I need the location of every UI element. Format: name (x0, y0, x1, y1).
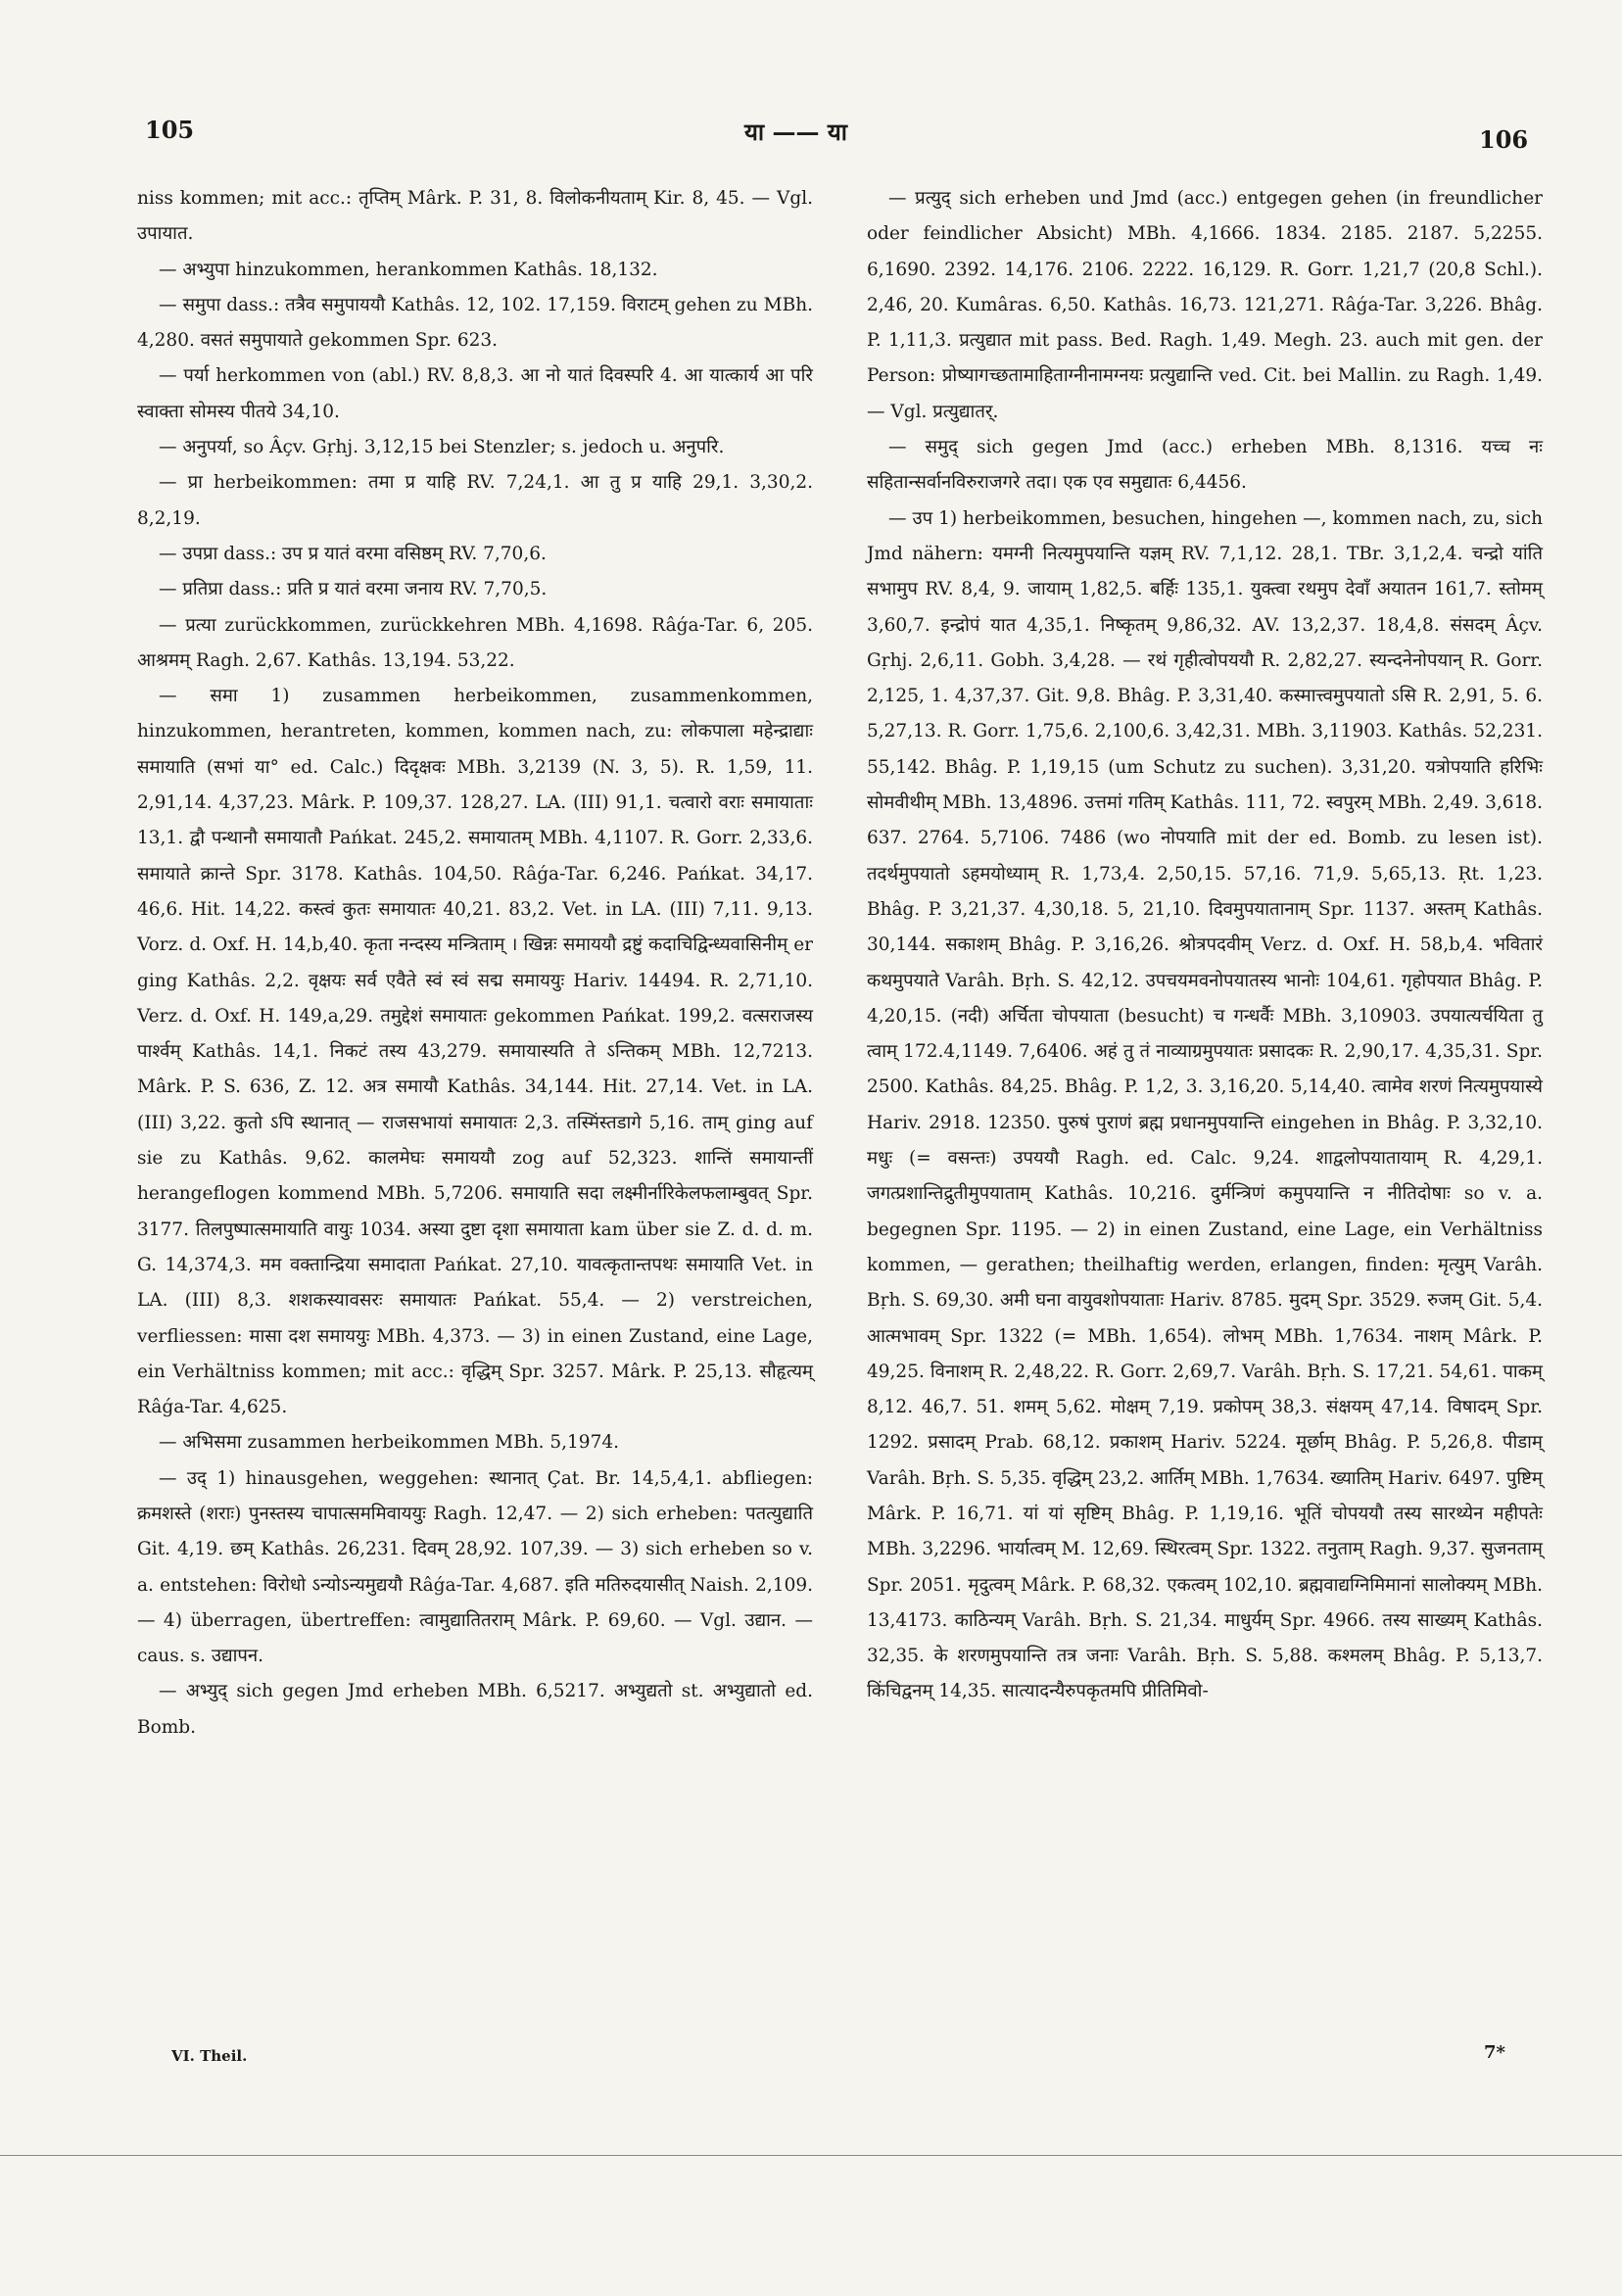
entry: — उप 1) herbeikommen, besuchen, hingehen —, kommen nach, zu, sich Jmd nähern: यमग्नी नित्यमुपयान्ति यज्ञम् RV. 7,1,12. 28,1. TBr. 3,1,2,4. चन्द्रो यांति सभामुप RV. 8,4, 9. जायाम् 1,82,5. बर्हिः 135,1. युक्त्वा रथमुप देवाँ अयातन 161,7. स्तोमम् 3,60,7. इन्द्रोपं यात 4,35,1. निष्कृतम् 9,86,32. AV. 13,2,37. 18,4,8. संसदम् Âçv. Gṛhj. 2,6,11. Gobh. 3,4,28. — रथं गृहीत्वोपययौ R. 2,82,27. स्यन्दनेनोपयान् R. Gorr. 2,125, 1. 4,37,37. Git. 9,8. Bhâg. P. 3,31,40. कस्मात्त्वमुपयातो ऽसि R. 2,91, 5. 6. 5,27,13. R. Gorr. 1,75,6. 2,100,6. 3,42,31. MBh. 3,11903. Kathâs. 52,231. 55,142. Bhâg. P. 1,19,15 (um Schutz zu suchen). 3,31,20. यत्रोपयाति हरिभिः सोमवीथीम् MBh. 13,4896. उत्तमां गतिम् Kathâs. 111, 72. स्वपुरम् MBh. 2,49. 3,618. 637. 2764. 5,7106. 7486 (wo नोपयाति mit der ed. Bomb. zu lesen ist). तदर्थमुपयातो ऽहमयोध्याम् R. 1,73,4. 2,50,15. 57,16. 71,9. 5,65,13. Ṛt. 1,23. Bhâg. P. 3,21,37. 4,30,18. 5, 21,10. दिवमुपयातानाम् Spr. 1137. अस्तम् Kathâs. 30,144. सकाशम् Bhâg. P. 3,16,26. श्रोत्रपदवीम् Verz. d. Oxf. H. 58,b,4. भवितारं कथमुपयाते Varâh. Bṛh. S. 42,12. उपचयमवनोपयातस्य भानोः 104,61. गृहोपयात Bhâg. P. 4,20,15. (नदी) अर्चिता चोपयाता (besucht) च गन्धर्वैः MBh. 3,10903. उपयात्यर्चयिता तु त्वाम् 172.4,1149. 7,6406. अहं तु तं नाव्याग्रमुपयातः प्रसादकः R. 2,90,17. 4,35,31. Spr. 2500. Kathâs. 84,25. Bhâg. P. 1,2, 3. 3,16,20. 5,14,40. त्वामेव शरणं नित्यमुपयास्ये Hariv. 2918. 12350. पुरुषं पुराणं ब्रह्म प्रधानमुपयान्ति eingehen in Bhâg. P. 3,32,10. मधुः (= वसन्तः) उपययौ Ragh. ed. Calc. 9,24. शाद्वलोपयातायाम् R. 4,29,1. जगत्प्रशान्तिद्रुतीमुपयाताम् Kathâs. 10,216. दुर्मन्त्रिणं कमुपयान्ति न नीतिदोषाः so v. a. begegnen Spr. 1195. — 2) in einen Zustand, eine Lage, ein Verhältniss kommen, — gerathen; theilhaftig werden, erlangen, finden: मृत्युम् Varâh. Bṛh. S. 69,30. अमी घना वायुवशोपयाताः Hariv. 8785. मुदम् Spr. 3529. रुजम् Git. 5,4. आत्मभावम् Spr. 1322 (= MBh. 1,654). लोभम् MBh. 1,7634. नाशम् Mârk. P. 49,25. विनाशम् R. 2,48,22. R. Gorr. 2,69,7. Varâh. Bṛh. S. 17,21. 54,61. पाकम् 8,12. 46,7. 51. शमम् 5,62. मोक्षम् 7,19. प्रकोपम् 38,3. संक्षयम् 47,14. विषादम् Spr. 1292. प्रसादम् Prab. 68,12. प्रकाशम् Hariv. 5224. मूर्छाम् Bhâg. P. 5,26,8. पीडाम् Varâh. Bṛh. S. 5,35. वृद्धिम् 23,2. आर्तिम् MBh. 1,7634. ख्यातिम् Hariv. 6497. पुष्टिम् Mârk. P. 16,71. यां यां सृष्टिम् Bhâg. P. 1,19,16. भूतिं चोपययौ तस्य सारथ्येन महीपतेः MBh. 3,2296. भार्यात्वम् M. 12,69. स्थिरत्वम् Spr. 1322. तनुताम् Ragh. 9,37. सुजनताम् Spr. 2051. मृदुत्वम् Mârk. P. 68,32. एकत्वम् 102,10. ब्रह्मवाद्यग्निमिमानां सालोक्यम् MBh. 13,4173. काठिन्यम् Varâh. Bṛh. S. 21,34. माधुर्यम् Spr. 4966. तस्य साख्यम् Kathâs. 32,35. के शरणमुपयान्ति तत्र जनाः Varâh. Bṛh. S. 5,88. कश्मलम् Bhâg. P. 5,13,7. किंचिद्वनम् 14,35. सात्यादन्यैरुपकृतमपि प्रीतिमिवो- (867, 507, 1543, 1702)
entry: niss kommen; mit acc.: तृप्तिम् Mârk. P. 31, 8. विलोकनीयताम् Kir. 8, 45. — Vgl. उपायात. (137, 188, 813, 245)
page-header (0, 116, 1622, 165)
bottom-rule (0, 2155, 1622, 2156)
entry: — अनुपर्या, so Âçv. Gṛhj. 3,12,15 bei Stenzler; s. jedoch u. अनुपरि. (159, 437, 725, 458)
right-column (867, 181, 1543, 1710)
entry: — समुद् sich gegen Jmd (acc.) erheben MBh. 8,1316. यच्च नः सहितान्सर्वानविरुराजगरे तदा। एक एव समुद्यातः 6,4456. (867, 437, 1543, 494)
volume-signature: VI. Theil. (171, 2047, 248, 2065)
entry: — समा 1) zusammen herbeikommen, zusammenkommen, hinzukommen, herantreten, kommen, kommen nach, zu: लोकपाला महेन्द्राद्याः समायाति (सभां या° ed. Calc.) दिदृक्षवः MBh. 3,2139 (N. 3, 5). R. 1,59, 11. 2,91,14. 4,37,23. Mârk. P. 109,37. 128,27. LA. (III) 91,1. चत्वारो वराः समायाताः 13,1. द्वौ पन्थानौ समायातौ Pańkat. 245,2. समायातम् MBh. 4,1107. R. Gorr. 2,33,6. समायाते क्रान्ते Spr. 3178. Kathâs. 104,50. Râǵa-Tar. 6,246. Pańkat. 34,17. 46,6. Hit. 14,22. कस्त्वं कुतः समायातः 40,21. 83,2. Vet. in LA. (III) 7,11. 9,13. Vorz. d. Oxf. H. 14,b,40. कृता नन्दस्य मन्त्रिताम् । खिन्नः समाययौ द्रष्टुं कदाचिद्विन्ध्यवासिनीम् er ging Kathâs. 2,2. वृक्षयः सर्व एवैते स्वं स्वं सद्म समाययुः Hariv. 14494. R. 2,71,10. Verz. d. Oxf. H. 149,a,29. तमुद्देशं समायातः gekommen Pańkat. 199,2. वत्सराजस्य पार्श्वम् Kathâs. 14,1. निकटं तस्य 43,279. समायास्यति ते ऽन्तिकम् MBh. 12,7213. Mârk. P. S. 636, Z. 12. अत्र समायौ Kathâs. 34,144. Hit. 27,14. Vet. in LA. (III) 3,22. कुतो ऽपि स्थानात् — राजसभायां समायातः 2,3. तस्मिंस्तडागे 5,16. ताम् ging auf sie zu Kathâs. 9,62. कालमेघः समाययौ zog auf 52,323. शान्तिं समायान्तीं herangeflogen kommend MBh. 5,7206. समायाति सदा लक्ष्मीर्नारिकेलफलाम्बुवत् Spr. 3177. तिलपुष्पात्समायाति वायुः 1034. अस्या दुष्टा दृशा समायाता kam über sie Z. d. d. m. G. 14,374,3. मम वक्तान्द्रिया समादाता Pańkat. 27,10. यावत्कृतान्तपथः समायाति Vet. in LA. (III) 8,3. शशकस्यावसरः समायातः Pańkat. 55,4. — 2) verstreichen, verfliessen: मासा दश समाययुः MBh. 4,373. — 3) in einen Zustand, eine Lage, ein Verhältniss kommen; mit acc.: वृद्धिम् Spr. 3257. Mârk. P. 25,13. सौहृत्यम् Râǵa-Tar. 4,625. (137, 686, 813, 1418)
sheet-mark: 7* (1484, 2042, 1505, 2063)
entry: — उपप्रा dass.: उप प्र यातं वरमा वसिष्ठम् RV. 7,70,6. (159, 543, 547, 564)
left-page-number: 105 (145, 116, 195, 144)
entry: — अभ्युपा hinzukommen, herankommen Kathâs. 18,132. (159, 259, 658, 280)
entry: — अभ्युद् sich gegen Jmd erheben MBh. 6,5217. अभ्युद्यतो st. अभ्युद्यातो ed. Bomb. (137, 1681, 813, 1738)
entry: — प्रत्युद् sich erheben und Jmd (acc.) entgegen gehen (in freundlicher oder feindlicher Absicht) MBh. 4,1666. 1834. 2185. 2187. 5,2255. 6,1690. 2392. 14,176. 2106. 2222. 16,129. R. Gorr. 1,21,7 (20,8 Schl.). 2,46, 20. Kumâras. 6,50. Kathâs. 16,73. 121,271. Râǵa-Tar. 3,226. Bhâg. P. 1,11,3. प्रत्युद्यात mit pass. Bed. Ragh. 1,49. Megh. 23. auch mit gen. der Person: प्रोष्यागच्छतामाहिताग्नीनामग्नयः प्रत्युद्यान्ति ved. Cit. bei Mallin. zu Ragh. 1,49. — Vgl. प्रत्युद्यातर्. (867, 188, 1543, 422)
right-page-number: 106 (1479, 125, 1529, 154)
left-column (137, 181, 813, 1746)
entry: — उद् 1) hinausgehen, weggehen: स्थानात् Çat. Br. 14,5,4,1. abfliegen: क्रमशस्ते (शराः) पुनस्तस्य चापात्सममिवाययुः Ragh. 12,47. — 2) sich erheben: पतत्युद्याति Git. 4,19. छम् Kathâs. 26,231. दिवम् 28,92. 107,39. — 3) sich erheben so v. a. entstehen: विरोधो ऽन्योऽन्यमुद्ययौ Râǵa-Tar. 4,687. इति मतिरुदयासीत् Naish. 2,109. — 4) überragen, übertreffen: त्वामुद्यातितराम् Mârk. P. 69,60. — Vgl. उद्यान. — caus. s. उद्यापन. (137, 1467, 813, 1667)
entry: — प्रत्या zurückkommen, zurückkehren MBh. 4,1698. Râǵa-Tar. 6, 205. आश्रमम् Ragh. 2,67. Kathâs. 13,194. 53,22. (137, 614, 813, 671)
entry: — समुपा dass.: तत्रैव समुपाययौ Kathâs. 12, 102. 17,159. विराटम् gehen zu MBh. 4,280. वसतं समुपायाते gekommen Spr. 623. (137, 294, 813, 352)
entry: — पर्या herkommen von (abl.) RV. 8,8,3. आ नो यातं दिवस्परि 4. आ यात्कार्य आ परि स्वाक्ता सोमस्य पीतये 34,10. (137, 365, 813, 422)
running-head: या —— या (744, 118, 847, 146)
entry: — अभिसमा zusammen herbeikommen MBh. 5,1974. (159, 1432, 619, 1454)
entry: — प्रा herbeikommen: तमा प्र याहि RV. 7,24,1. आ तु प्र याहि 29,1. 3,30,2. 8,2,19. (137, 472, 813, 529)
entry: — प्रतिप्रा dass.: प्रति प्र यातं वरमा जनाय RV. 7,70,5. (159, 579, 548, 600)
